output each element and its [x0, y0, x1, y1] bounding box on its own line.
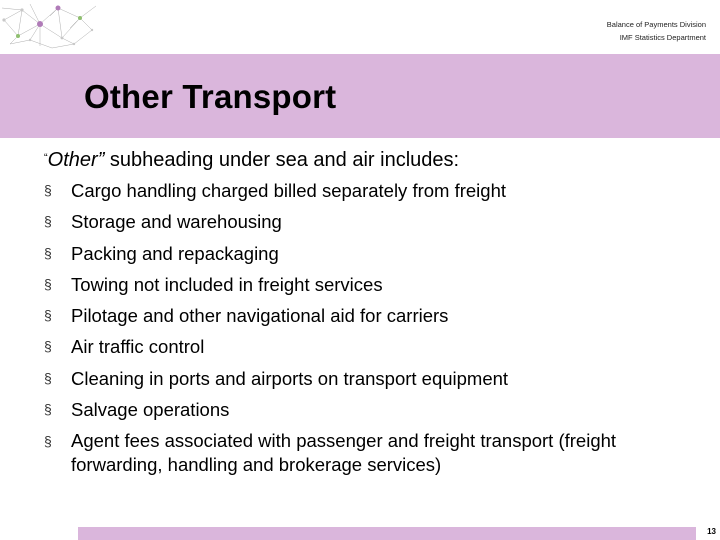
department-label: IMF Statistics Department [619, 33, 706, 42]
division-label: Balance of Payments Division [606, 20, 706, 29]
bullet-text: Pilotage and other navigational aid for carriers [71, 305, 449, 327]
bullet-icon: § [44, 182, 52, 198]
page-number: 13 [707, 527, 716, 536]
bullet-item [44, 175, 704, 206]
bullet-icon: § [44, 338, 52, 355]
bullet-item [44, 394, 704, 425]
network-graph-logo [0, 0, 100, 52]
bullet-icon: § [44, 275, 52, 292]
header-organization [607, 18, 706, 44]
bullet-text: Cleaning in ports and airports on transport equipment [71, 367, 509, 389]
slide-content [44, 143, 704, 477]
bullet-list [44, 175, 704, 477]
lead-quoted-word: Other” [47, 149, 105, 171]
bullet-text: Air traffic control [71, 336, 205, 358]
bullet-text: Agent fees associated with passenger and freight transport (freight forwarding, handling and brokerage services) [71, 430, 617, 476]
bullet-item [44, 363, 704, 394]
bullet-item [44, 269, 704, 300]
bullet-item [44, 425, 704, 477]
bullet-text: Cargo handling charged billed separately from freight [71, 180, 507, 201]
bullet-text: Storage and warehousing [71, 211, 282, 233]
bullet-item [44, 206, 704, 237]
lead-text [44, 143, 704, 175]
bullet-icon: § [44, 433, 52, 450]
bullet-text: Towing not included in freight services [71, 273, 383, 295]
bullet-icon: § [44, 244, 52, 261]
bullet-text: Salvage operations [71, 399, 230, 421]
footer-bar [78, 527, 696, 540]
bullet-item [44, 300, 704, 331]
bullet-icon: § [44, 307, 52, 324]
bullet-text: Packing and repackaging [71, 242, 279, 264]
bullet-icon: § [44, 369, 52, 386]
slide-title: Other Transport [84, 78, 337, 115]
bullet-item [44, 238, 704, 269]
bullet-item [44, 331, 704, 362]
lead-quote-open: “ [44, 152, 48, 164]
lead-rest: subheading under sea and air includes: [104, 149, 460, 171]
bullet-icon: § [44, 213, 52, 230]
bullet-icon: § [44, 401, 52, 418]
